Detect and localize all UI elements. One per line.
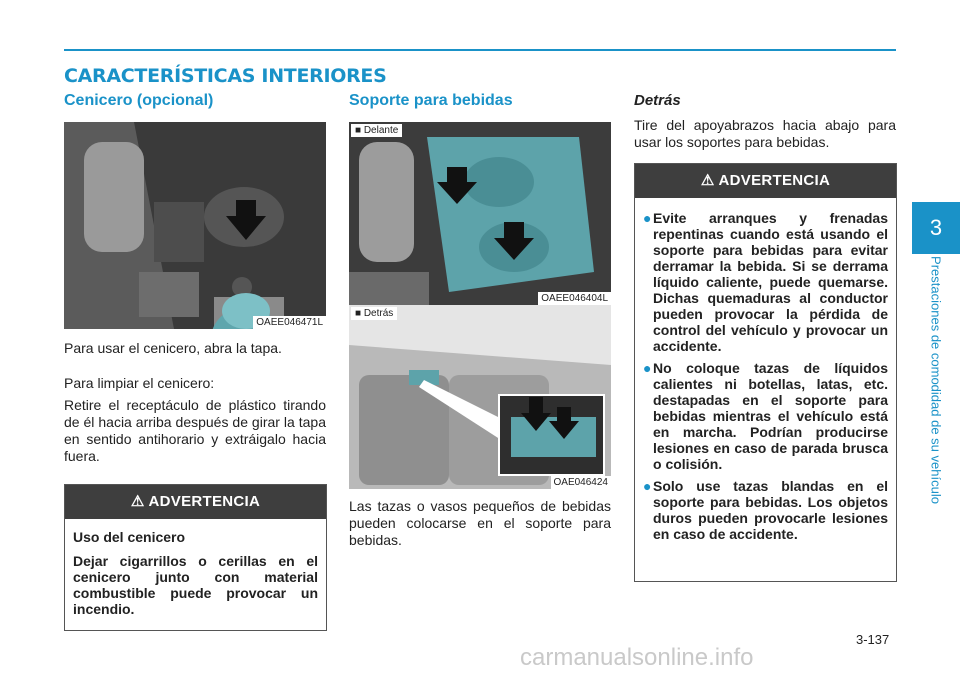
- front-tag: ■ Delante: [351, 124, 402, 137]
- column-rear: [634, 92, 896, 109]
- column-cupholder: [349, 92, 611, 110]
- warning-subtitle: Uso del cenicero: [73, 529, 186, 545]
- ashtray-p3: Retire el receptáculo de plástico tirando de él hacia arriba después de girar la tapa en sentido antihorario y extráigalo hacia fuera.: [64, 397, 326, 464]
- ashtray-photo: [64, 122, 326, 329]
- watermark: carmanualsonline.info: [520, 644, 754, 671]
- rear-photo-code: OAE046424: [551, 476, 612, 489]
- bullet-icon: ●: [643, 478, 652, 494]
- warning-header: [65, 485, 326, 519]
- ashtray-heading: Cenicero (opcional): [64, 92, 214, 109]
- cupholder-heading: Soporte para bebidas: [349, 92, 513, 109]
- warning-body: Dejar cigarrillos o cerillas en el cenicero junto con material combustible puede provocar un incendio.: [73, 553, 318, 617]
- section-title: CARACTERÍSTICAS INTERIORES: [64, 65, 387, 87]
- front-cupholder-illustration: [349, 122, 611, 305]
- column-ashtray: [64, 92, 326, 110]
- ashtray-warning: [64, 484, 327, 631]
- ashtray-illustration: [64, 122, 326, 329]
- rear-text: [634, 117, 896, 151]
- rear-tag-label: Detrás: [363, 308, 394, 319]
- warning-title: ADVERTENCIA: [718, 172, 831, 189]
- front-photo-code: OAEE046404L: [538, 292, 611, 305]
- warning-bullet: ● No coloque tazas de líquidos calientes ni botellas, latas, etc. destapadas en el soporte para bebidas mientras el vehículo está en marcha. Podrían producirse lesiones en caso de parada brusca o colisión.: [643, 360, 888, 472]
- rear-cupholder-illustration: [349, 305, 611, 489]
- chapter-tab: 3: [912, 202, 960, 254]
- warning-icon: ⚠: [700, 172, 715, 189]
- bullet-icon: ●: [643, 360, 652, 376]
- warning-bullet: ● Evite arranques y frenadas repentinas cuando está usando el soporte para bebidas para evitar derramar la bebida. Si se derrama líquido caliente, puede quemarse. Dichas quemaduras al conductor pueden provocar la pérdida de control del vehículo y provocar un accidente.: [643, 210, 888, 354]
- warning-title: ADVERTENCIA: [148, 493, 261, 510]
- rear-p1: Tire del apoyabrazos hacia abajo para usar los soportes para bebidas.: [634, 117, 896, 150]
- rear-heading: Detrás: [634, 92, 681, 109]
- cupholder-p1: Las tazas o vasos pequeños de bebidas pueden colocarse en el soporte para bebidas.: [349, 498, 611, 548]
- ashtray-p2: Para limpiar el cenicero:: [64, 375, 215, 391]
- bullet-icon: ●: [643, 210, 652, 226]
- rear-tag: ■ Detrás: [351, 307, 397, 320]
- chapter-label: Prestaciones de comodidad de su vehículo: [928, 256, 944, 504]
- rear-warning: [634, 163, 897, 582]
- warning-icon: ⚠: [130, 493, 145, 510]
- ashtray-photo-code: OAEE046471L: [253, 316, 326, 329]
- page-number: 3-137: [856, 632, 890, 647]
- ashtray-p1: Para usar el cenicero, abra la tapa.: [64, 340, 282, 356]
- front-tag-label: Delante: [363, 125, 399, 136]
- front-cupholder-photo: [349, 122, 611, 305]
- header-rule: [64, 49, 896, 51]
- warning-bullet: ● Solo use tazas blandas en el soporte para bebidas. Los objetos duros pueden provocarle lesiones en caso de accidente.: [643, 478, 888, 542]
- warning-header: [635, 164, 896, 198]
- ashtray-text: [64, 340, 326, 465]
- rear-cupholder-photo: [349, 305, 611, 489]
- cupholder-text: [349, 498, 611, 549]
